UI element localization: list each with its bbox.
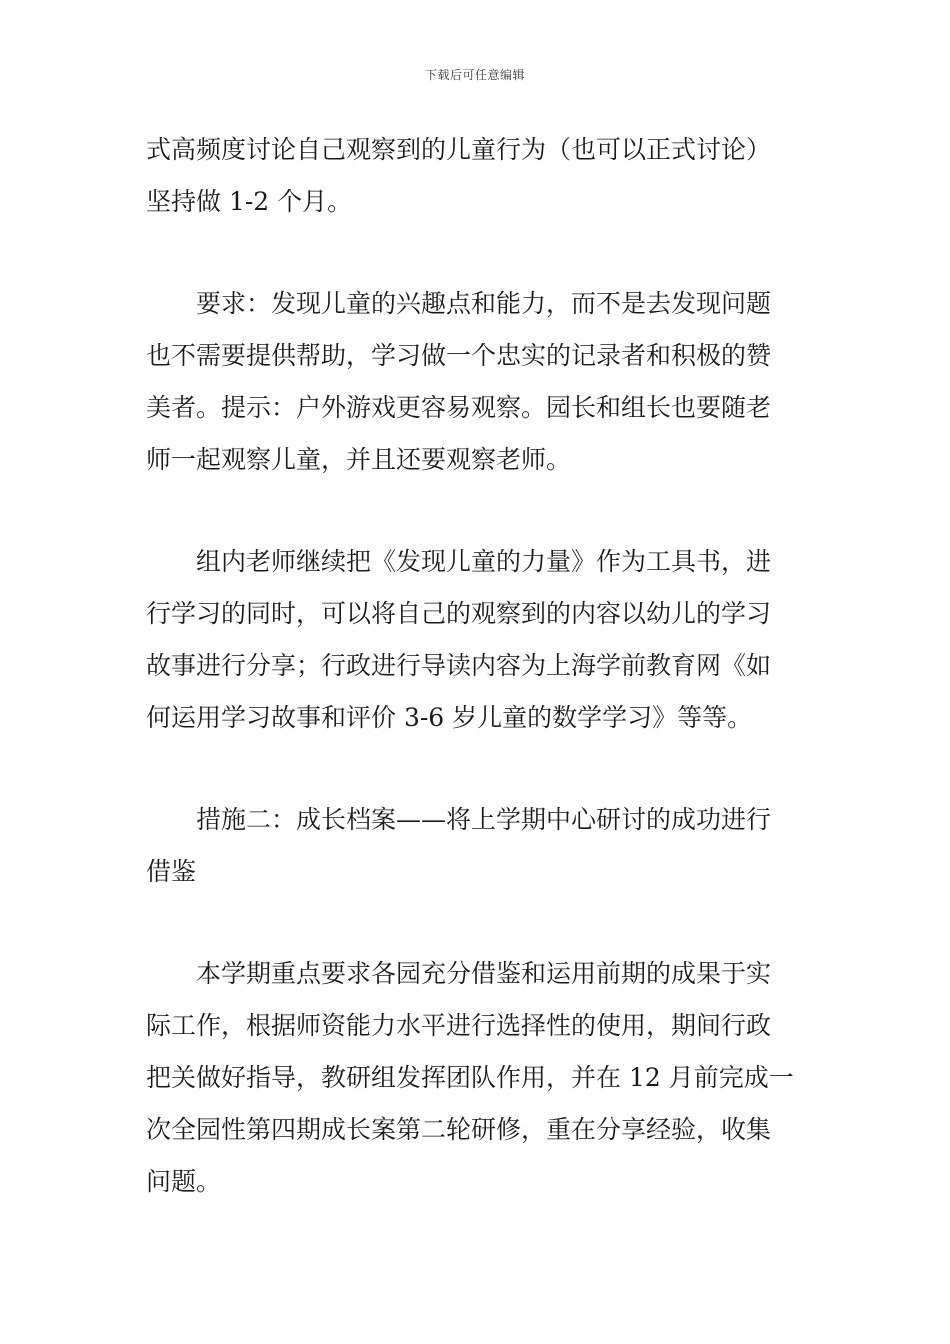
paragraph-3: [146, 536, 806, 744]
document-body: [146, 124, 806, 1258]
text-line: 美者。提示：户外游戏更容易观察。园长和组长也要随老: [146, 393, 772, 422]
text-line: 故事进行分享；行政进行导读内容为上海学前教育网《如: [146, 651, 772, 680]
text-line: 把关做好指导，教研组发挥团队作用，并在 12 月前完成一: [146, 1063, 794, 1092]
text-line: 何运用学习故事和评价 3-6 岁儿童的数学学习》等等。: [146, 703, 753, 732]
text-line: 次全园性第四期成长案第二轮研修，重在分享经验，收集: [146, 1115, 772, 1144]
page-header-note: 下载后可任意编辑: [424, 68, 525, 82]
text-line: 也不需要提供帮助，学习做一个忠实的记录者和积极的赞: [146, 341, 772, 370]
text-line: 行学习的同时，可以将自己的观察到的内容以幼儿的学习: [146, 599, 772, 628]
text-line: 式高频度讨论自己观察到的儿童行为（也可以正式讨论）: [146, 135, 772, 164]
text-line: 要求：发现儿童的兴趣点和能力，而不是去发现问题: [196, 289, 772, 318]
text-line: 借鉴: [146, 857, 197, 886]
text-line: 问题。: [146, 1167, 222, 1196]
paragraph-5: [146, 948, 806, 1208]
text-line: 组内老师继续把《发现儿童的力量》作为工具书，进: [196, 547, 772, 576]
text-line: 师一起观察儿童，并且还要观察老师。: [146, 445, 572, 474]
text-line: 际工作，根据师资能力水平进行选择性的使用，期间行政: [146, 1011, 772, 1040]
text-line: 措施二：成长档案——将上学期中心研讨的成功进行: [196, 805, 772, 834]
paragraph-2: [146, 278, 806, 486]
paragraph-4-heading: [146, 794, 806, 898]
paragraph-1: [146, 124, 806, 228]
text-line: 本学期重点要求各园充分借鉴和运用前期的成果于实: [196, 959, 772, 988]
text-line: 坚持做 1-2 个月。: [146, 187, 353, 216]
